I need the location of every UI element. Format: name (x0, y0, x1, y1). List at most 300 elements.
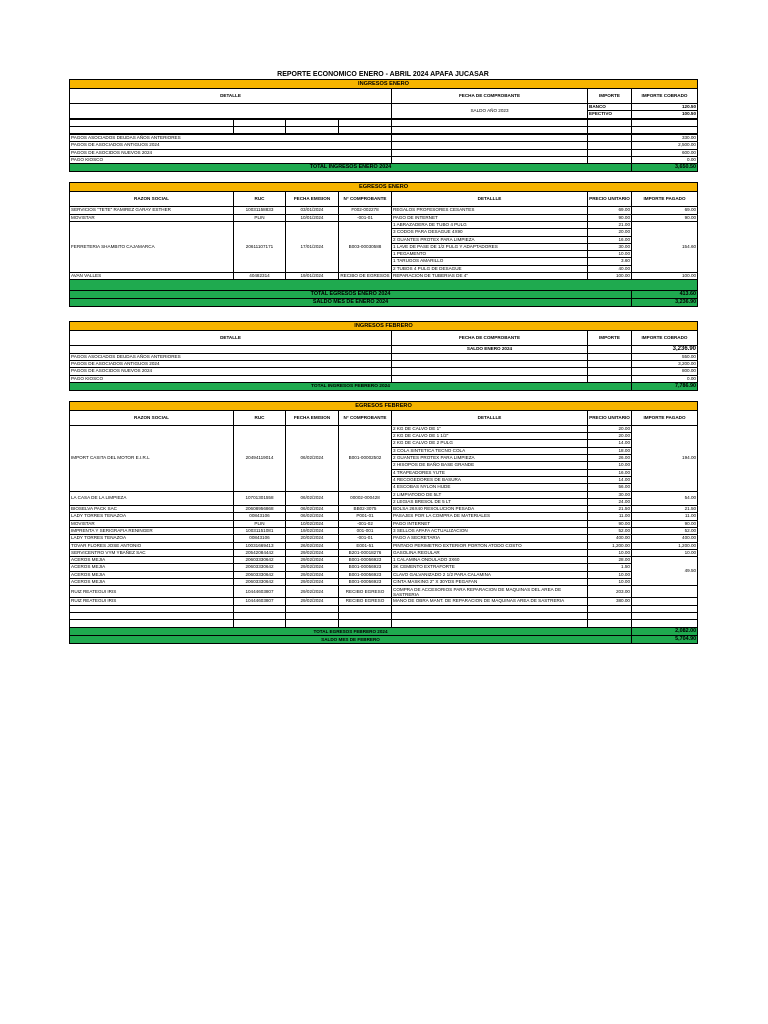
total-value: 413.60 (632, 291, 698, 299)
table-cell: REPARACION DE TUBERIAS DE 4" (392, 273, 588, 280)
table-cell (392, 142, 588, 149)
table-cell: 26.00 (588, 455, 632, 462)
table-row (70, 527, 698, 534)
total-label: TOTAL EGRESOS ENERO 2024 (70, 291, 632, 299)
table-row (70, 360, 698, 367)
table-cell: PINTADO PERIMETRO EXTERIOR PORTON ATODO COSTO (392, 542, 588, 549)
table-cell: 29/02/2024 (286, 579, 339, 586)
table-cell: AVAN VALLES (70, 273, 234, 280)
table-cell: 2 HISOPOS DE BAÑO BASE GRANDE (392, 462, 588, 469)
table-cell (588, 353, 632, 360)
banco-label: BANCO (588, 104, 632, 111)
table-cell: 29/02/2024 (286, 571, 339, 578)
table-cell: 1.50 (588, 564, 632, 571)
table-cell: 90.00 (588, 520, 632, 527)
col-fecha-emision: FECHA EMISION (286, 192, 339, 207)
table-row (70, 564, 698, 571)
efectivo-label: EFECTIVO (588, 111, 632, 118)
table-cell (632, 119, 698, 126)
table-cell: 03/01/2024 (286, 207, 339, 214)
table-cell (234, 620, 286, 627)
table-cell: 20.00 (588, 425, 632, 432)
col-fecha: FECHA DE COMPROBANTE (392, 89, 588, 104)
table-cell: 550.00 (632, 353, 698, 360)
table-cell: 2 KG DE CALVO DE 2 PULG (392, 440, 588, 447)
table-cell (632, 598, 698, 605)
table-cell: 11.00 (632, 513, 698, 520)
table-cell: 10701301558 (234, 491, 286, 506)
table-row (70, 513, 698, 520)
table-cell: 10444603807 (234, 586, 286, 598)
table-cell: 16.00 (588, 236, 632, 243)
table-cell (70, 126, 234, 133)
col-importe: IMPORTE (588, 331, 632, 346)
table-cell: 14.00 (588, 476, 632, 483)
col-fecha-emision: FECHA EMISION (286, 410, 339, 425)
table-cell: 90.00 (632, 214, 698, 221)
table-cell (339, 612, 392, 619)
total-value: 3,650.50 (632, 164, 698, 172)
table-row (70, 135, 698, 142)
table-cell: 21.50 (588, 506, 632, 513)
table-cell: MOVISTAR (70, 214, 234, 221)
table-cell: 00002-000428 (339, 491, 392, 506)
table-cell: 29/02/2024 (286, 564, 339, 571)
table-row (70, 425, 698, 432)
section-header: INGRESOS ENERO (70, 80, 698, 89)
total-value: 7,786.90 (632, 382, 698, 390)
table-cell (392, 375, 588, 382)
table-cell: 10031158833 (234, 207, 286, 214)
table-cell: F002-002278 (339, 207, 392, 214)
table-cell: BB02-3075 (339, 506, 392, 513)
table-cell (392, 368, 588, 375)
table-cell: 21.00 (588, 221, 632, 228)
table-cell: BOLSA 26X40 RESOLUCION PESADA (392, 506, 588, 513)
table-cell: 21.50 (632, 506, 698, 513)
table-cell: 20603330642 (234, 579, 286, 586)
table-cell: ACEROS MEJIA (70, 557, 234, 564)
total-value: 2,082.00 (632, 627, 698, 635)
table-cell: 0.00 (632, 375, 698, 382)
table-row (70, 598, 698, 605)
col-detalle: DETALLLE (392, 192, 588, 207)
table-cell (632, 605, 698, 612)
table-cell: 380.00 (588, 598, 632, 605)
table-cell: 28.00 (588, 557, 632, 564)
table-cell: RECIBO EGRESO (339, 598, 392, 605)
table-cell: 0.00 (632, 157, 698, 164)
col-importe-cobrado: IMPORTE COBRADO (632, 331, 698, 346)
table-cell: 2 GUANTES PROTEX PARA LIMPIEZA (392, 236, 588, 243)
table-cell: 10.00 (588, 251, 632, 258)
table-cell: TOVAR FLORES JOSE ANTONIO (70, 542, 234, 549)
table-row (70, 549, 698, 556)
table-cell (392, 135, 588, 142)
table-cell: 90.00 (632, 520, 698, 527)
table-row (70, 520, 698, 527)
table-cell: 1 TARUGOS AMARILLO (392, 258, 588, 265)
table-cell (234, 119, 286, 126)
report-title: REPORTE ECONOMICO ENERO - ABRIL 2024 APAFA JUCASAR (277, 71, 489, 78)
table-cell: 4 ESCOBAS NYLON HUDE (392, 484, 588, 491)
table-cell: 10/01/2024 (286, 214, 339, 221)
saldo-value: 5,704.90 (632, 635, 698, 643)
table-cell (632, 586, 698, 598)
table-cell: 3K CEMENTO EXTRAFORTE (392, 564, 588, 571)
table-cell (588, 346, 632, 353)
table-cell (588, 126, 632, 133)
table-cell: 4 RECOGEDORES DE BASURA (392, 476, 588, 483)
table-cell: IMPRENTA Y SERIGRAFIA RENINGER (70, 527, 234, 534)
table-cell (70, 119, 234, 126)
table-cell: 06/02/2024 (286, 491, 339, 506)
table-cell: 4 TRAPEADORES YUTE (392, 469, 588, 476)
table-cell: 20/02/2024 (286, 535, 339, 542)
table-cell: PAGOS ASOCIADOS DEUDAS AÑOS ANTERIORES (70, 135, 392, 142)
table-cell (392, 119, 588, 126)
table-cell (339, 119, 392, 126)
table-cell: RECIBO EGRESO (339, 586, 392, 598)
table-cell (70, 280, 698, 291)
table-row (70, 207, 698, 214)
col-comprobante: N° COMPROBANTE (339, 192, 392, 207)
table-cell: COMPRA DE ACCESORIOS PARA REPARACION DE MAQUINAS DEL AREA DE SASTRERIA (392, 586, 588, 598)
total-label: TOTAL EGRESOS FEBRERO 2024 (70, 627, 632, 635)
table-cell: FERRETERIA SHAMBITO CAJAMARCA (70, 221, 234, 272)
total-label: TOTAL INGRESOS ENERO 2024 (70, 164, 632, 172)
table-cell: 2 KG DE CALVO DE 1 1/2" (392, 433, 588, 440)
table-cell: 1 LAVE DE PASE DE 1/2 PULG Y ADAPTADORES (392, 243, 588, 250)
table-cell: 100.00 (632, 273, 698, 280)
table-cell: 54.00 (632, 491, 698, 506)
table-cell: 10.00 (588, 549, 632, 556)
table-cell (588, 368, 632, 375)
table-cell: -001-01 (339, 214, 392, 221)
table-cell: 19/01/2024 (286, 273, 339, 280)
table-cell: 10.00 (632, 549, 698, 556)
saldo-label: SALDO MES DE FEBRERO (70, 635, 632, 643)
egresos-enero-table (69, 182, 698, 307)
table-cell: 06/02/2024 (286, 513, 339, 520)
table-cell: 10444603807 (234, 598, 286, 605)
table-cell (70, 620, 234, 627)
table-cell: 20542084442 (234, 549, 286, 556)
table-cell: 100.00 (588, 273, 632, 280)
table-cell (286, 612, 339, 619)
table-row (70, 571, 698, 578)
table-cell: 29/02/2024 (286, 586, 339, 598)
table-cell: 24.00 (588, 498, 632, 505)
table-row (70, 586, 698, 598)
table-cell: 20603330642 (234, 571, 286, 578)
table-cell: 19/02/2024 (286, 527, 339, 534)
section-header: EGRESOS FEBRERO (70, 401, 698, 410)
table-cell: LA CASA DE LA LIMPIEZA (70, 491, 234, 506)
col-importe: IMPORTE (588, 89, 632, 104)
table-cell: 400.00 (588, 535, 632, 542)
col-precio-unitario: PRECIO UNITARIO (588, 410, 632, 425)
table-cell: 20603330642 (234, 564, 286, 571)
table-cell: 16.00 (588, 469, 632, 476)
table-cell: 29/02/2024 (286, 549, 339, 556)
table-cell: 330.00 (632, 135, 698, 142)
table-cell: B001-00002502 (339, 425, 392, 491)
table-cell: PAGOS DE ASOCIDOS NUEVOS 2024 (70, 368, 392, 375)
table-cell: 2 KG DE CALVO DE 1" (392, 425, 588, 432)
table-cell: 1 ABRAZADERA DE TUBO 4 PULG (392, 221, 588, 228)
table-cell: 2 TUBOS 4 PULG DE DESAGUE (392, 265, 588, 272)
table-cell: 69.00 (632, 207, 698, 214)
table-cell: 1,200.00 (588, 542, 632, 549)
table-cell: LADY TORRES TENAZOA (70, 535, 234, 542)
table-cell (588, 149, 632, 156)
table-row (70, 214, 698, 221)
col-detalle: DETALLLE (392, 410, 588, 425)
table-cell: RUIZ REATEGUI IRIS (70, 598, 234, 605)
table-cell: SERVICIOS "TETE" RAMIREZ GARAY ESTHER (70, 207, 234, 214)
table-cell: IMPORT CASITA DEL MOTOR E.I.R.L (70, 425, 234, 491)
table-cell: 001-001 (339, 527, 392, 534)
table-cell: SERVICENTRO VYM YBAÑEZ SAC (70, 549, 234, 556)
table-cell: B001-00056923 (339, 564, 392, 571)
table-cell: 800.00 (632, 368, 698, 375)
table-cell: 2 LEGIAS BRESOL DE 5 LT (392, 498, 588, 505)
table-cell: PAGOS ASOCIADOS DEUDAS AÑOS ANTERIORES (70, 353, 392, 360)
table-cell: ACEROS MEJIA (70, 564, 234, 571)
table-cell (588, 119, 632, 126)
table-cell: ACEROS MEJIA (70, 571, 234, 578)
table-row (70, 273, 698, 280)
table-cell: B001-00056923 (339, 579, 392, 586)
table-cell (339, 620, 392, 627)
table-cell (339, 605, 392, 612)
col-detalle: DETALLE (70, 331, 392, 346)
table-cell (632, 620, 698, 627)
table-cell (234, 612, 286, 619)
table-cell: 1 CALAMINA ONDULADO 3X60 (392, 557, 588, 564)
table-row (70, 142, 698, 149)
table-cell: MANO DE OBRA MANT. DE REPARACION DE MAQUINAS AREA DE SASTRERIA (392, 598, 588, 605)
table-cell: PAGO INTERNET (392, 520, 588, 527)
blank-cell (70, 104, 392, 119)
table-cell: 1,200.00 (632, 542, 698, 549)
saldo-value: 3,236.90 (632, 346, 698, 353)
table-cell: PAGO KIOSCO (70, 157, 392, 164)
table-cell: 2 LIMPIATODO DE 5LT (392, 491, 588, 498)
col-detalle: DETALLE (70, 89, 392, 104)
table-cell: 20494119014 (234, 425, 286, 491)
ingresos-febrero-table (69, 321, 698, 390)
table-row (70, 535, 698, 542)
table-cell: ACEROS MEJIA (70, 579, 234, 586)
table-cell: CLAVO GALVANIZADO 2 1/2 PARA CALAMINA (392, 571, 588, 578)
table-row (70, 542, 698, 549)
table-cell: 00843106 (234, 535, 286, 542)
table-cell: GASOLINA REGULAR (392, 549, 588, 556)
table-cell: 06/02/2024 (286, 506, 339, 513)
table-cell: 20.00 (588, 433, 632, 440)
section-header: EGRESOS ENERO (70, 183, 698, 192)
table-cell (588, 605, 632, 612)
table-cell: 3 SELLOS APAFA ACTUALIZACION (392, 527, 588, 534)
table-cell: B003-00030588 (339, 221, 392, 272)
table-cell: 90.00 (588, 214, 632, 221)
table-cell (392, 360, 588, 367)
table-cell: 1 PEGAMENTO (392, 251, 588, 258)
table-cell: 29/02/2024 (286, 598, 339, 605)
table-cell: 00843106 (234, 513, 286, 520)
table-cell: 194.00 (632, 425, 698, 491)
table-cell (339, 126, 392, 133)
table-cell: 52.00 (588, 527, 632, 534)
table-cell: 3 CODOS PARA DESAGUE 4X90 (392, 229, 588, 236)
table-cell (392, 612, 588, 619)
table-cell: 154.60 (632, 221, 698, 272)
table-row (70, 557, 698, 564)
table-cell: 10/02/2024 (286, 520, 339, 527)
saldo-label: SALDO ENERO 2024 (392, 346, 588, 353)
table-cell: -001-02 (339, 520, 392, 527)
table-cell (392, 620, 588, 627)
table-row (70, 157, 698, 164)
table-cell (392, 353, 588, 360)
table-row (70, 221, 698, 228)
section-header: INGRESOS FEBRERO (70, 322, 698, 331)
table-cell (392, 605, 588, 612)
table-cell: 56.00 (588, 484, 632, 491)
table-cell: 2,500.00 (632, 142, 698, 149)
efectivo-value: 100.50 (632, 111, 698, 118)
table-cell: 30.00 (588, 491, 632, 498)
table-cell: P001-01 (339, 513, 392, 520)
table-cell: PAGO DE INTERNET (392, 214, 588, 221)
table-cell (392, 126, 588, 133)
table-cell: 17/01/2024 (286, 221, 339, 272)
table-cell: 40482314 (234, 273, 286, 280)
table-cell (70, 605, 234, 612)
table-cell (286, 605, 339, 612)
table-cell: 11.00 (588, 513, 632, 520)
table-cell (588, 142, 632, 149)
table-cell: 06/02/2024 (286, 425, 339, 491)
table-cell: 2 GUANTES PROTEX PARA LIMPIEZA (392, 455, 588, 462)
table-cell: 10.00 (588, 579, 632, 586)
col-ruc: RUC (234, 410, 286, 425)
ingresos-enero-rows (69, 134, 698, 172)
table-cell (588, 135, 632, 142)
table-cell: B001-00056923 (339, 557, 392, 564)
table-cell (588, 157, 632, 164)
table-cell (286, 119, 339, 126)
table-cell: LADY TORRES TENAZOA (70, 513, 234, 520)
table-cell: PAGO KIOSCO (70, 375, 392, 382)
col-precio-unitario: PRECIO UNITARIO (588, 192, 632, 207)
table-cell (70, 346, 392, 353)
table-row (70, 491, 698, 498)
table-cell: 10031151081 (234, 527, 286, 534)
table-row (70, 375, 698, 382)
table-cell (632, 126, 698, 133)
ingresos-enero-blank-grid (69, 119, 698, 135)
banco-value: 120.50 (632, 104, 698, 111)
table-cell: 18.00 (588, 447, 632, 454)
table-cell (588, 620, 632, 627)
table-cell: 3,200.00 (632, 360, 698, 367)
table-cell (588, 360, 632, 367)
table-cell: PAGOS DE ASOCIADOS ANTIGUOS 2024 (70, 360, 392, 367)
col-importe-pagado: IMPORTE PAGADO (632, 410, 698, 425)
col-ruc: RUC (234, 192, 286, 207)
table-cell: MOVISTAR (70, 520, 234, 527)
table-cell (286, 620, 339, 627)
saldo-value: 3,236.90 (632, 299, 698, 307)
table-cell (234, 605, 286, 612)
table-cell: 40.00 (588, 265, 632, 272)
table-cell: 3.60 (588, 258, 632, 265)
table-cell: 600.00 (632, 149, 698, 156)
table-cell: -001-01 (339, 535, 392, 542)
table-row (70, 368, 698, 375)
egresos-febrero-table (69, 401, 698, 644)
table-cell: 30.00 (588, 243, 632, 250)
table-cell: RECIBO DE EGRESOS (340, 273, 390, 279)
table-cell: 49.50 (632, 557, 698, 586)
table-cell: PAGO A SECRETARIA (392, 535, 588, 542)
col-razon-social: RAZON SOCIAL (70, 410, 234, 425)
col-importe-pagado: IMPORTE PAGADO (632, 192, 698, 207)
table-cell: 26/02/2024 (286, 542, 339, 549)
table-cell: 20608956868 (234, 506, 286, 513)
table-cell: 20.00 (588, 229, 632, 236)
table-cell (286, 126, 339, 133)
table-cell (632, 612, 698, 619)
table-cell: 3 COLA SINTETICA TECNO COLA (392, 447, 588, 454)
table-cell: PLIN (234, 520, 286, 527)
saldo-label: SALDO AÑO 2023 (392, 104, 588, 119)
table-cell (588, 375, 632, 382)
saldo-label: SALDO MES DE ENERO 2024 (70, 299, 632, 307)
col-comprobante: N° COMPROBANTE (339, 410, 392, 425)
col-fecha: FECHA DE COMPROBANTE (392, 331, 588, 346)
col-razon-social: RAZON SOCIAL (70, 192, 234, 207)
ingresos-enero-table (69, 79, 698, 119)
table-cell: 52.00 (632, 527, 698, 534)
table-cell (234, 126, 286, 133)
table-row (70, 353, 698, 360)
table-row (70, 506, 698, 513)
table-cell: 29/02/2024 (286, 557, 339, 564)
table-cell: PAGOS DE ASOCIADOS ANTIGUOS 2024 (70, 142, 392, 149)
table-cell (392, 149, 588, 156)
table-cell: E001-51 (339, 542, 392, 549)
table-cell: 14.00 (588, 440, 632, 447)
table-cell: PLIN (234, 214, 286, 221)
table-cell: 400.00 (632, 535, 698, 542)
table-cell: 203.00 (588, 586, 632, 598)
total-label: TOTAL INGRESOS FEBRERO 2024 (70, 382, 632, 390)
col-importe-cobrado: IMPORTE COBRADO (632, 89, 698, 104)
table-cell: PASAJES POR LA COMPRA DE MATERIALES (392, 513, 588, 520)
table-cell: BIOSELVA PACK SAC (70, 506, 234, 513)
table-cell: 20611107171 (234, 221, 286, 272)
table-cell: RUIZ REATEGUI IRIS (70, 586, 234, 598)
table-cell: REGALOS PROFESORES CESANTES (392, 207, 588, 214)
table-cell (70, 612, 234, 619)
table-cell (392, 157, 588, 164)
table-cell: PAGOS DE ASOCIDOS NUEVOS 2024 (70, 149, 392, 156)
table-cell: 10031669413 (234, 542, 286, 549)
